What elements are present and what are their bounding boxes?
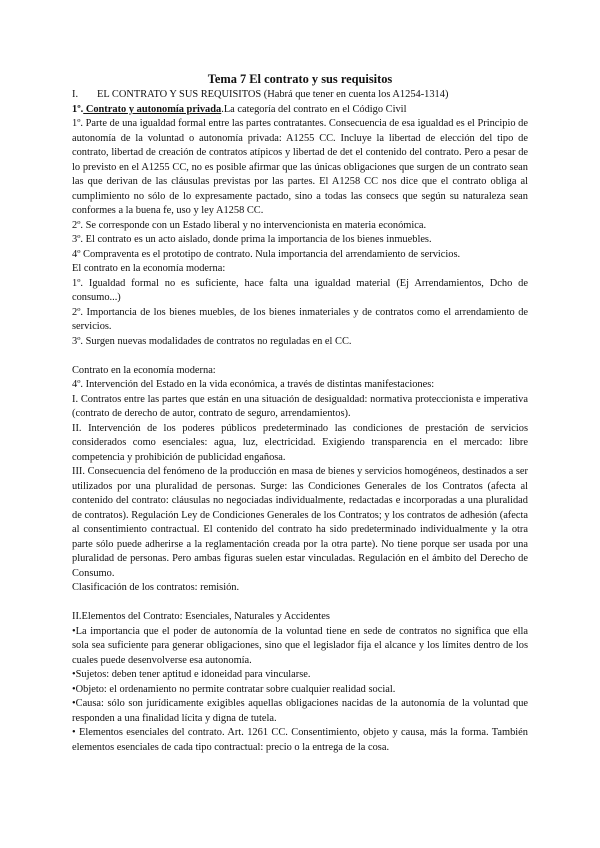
paragraph: I. Contratos entre las partes que están en una situación de desigualdad: normativa proteccionista e imperativa (contrato de derecho de autor, contrato de seguro, arrendamientos). — [72, 393, 528, 419]
section-heading-label: EL CONTRATO Y SUS REQUISITOS — [97, 89, 262, 100]
subheading — [72, 103, 528, 118]
paragraph: II. Intervención de los poderes públicos predeterminado las condiciones de prestación de servicios considerados como esenciales: agua, luz, electricidad. Exigiendo transparencia en el mercado: libre competencia y prohibición de publicidad engañosa. — [72, 422, 528, 463]
paragraph: •Objeto: el ordenamiento no permite contratar sobre cualquier realidad social. — [72, 683, 396, 695]
paragraph: •Causa: sólo son jurídicamente exigibles aquellas obligaciones nacidas de la autonomía de la voluntad que responden a una finalidad lícita y digna de tutela. — [72, 698, 528, 724]
paragraph: III. Consecuencia del fenómeno de la producción en masa de bienes y servicios homogéneos, destinados a ser utilizados por una pluralidad de personas. Surge: las Condiciones Generales de los Contratos (afecta al contenido del contrato: cláusulas no negociadas individualmente, redactadas e incorporadas a una pluralidad de contratos). Regulación Ley de Condiciones Generales de los Contratos; y los contratos de adhesión (afecta al consentimiento contractual. El contenido del contrato ha sido predeterminado individualmente y la otra parte sólo puede adherirse a la reglamentación creada por la otra parte). No tiene porque ser usada por una pluralidad de personas. Pero ambas figuras suelen estar vinculadas. Regulación en el ámbito del Derecho de Consumo. — [72, 466, 528, 579]
paragraph: • Elementos esenciales del contrato. Art. 1261 CC. Consentimiento, objeto y causa, más la forma. También elementos esenciales de cada tipo contractual: precio o la entrega de la cosa. — [72, 727, 528, 753]
section-numeral: I. — [72, 89, 79, 100]
section-heading-2: II.Elementos del Contrato: Esenciales, Naturales y Accidentes — [72, 611, 330, 622]
paragraph: 1º. Parte de una igualdad formal entre las partes contratantes. Consecuencia de esa igualdad es el Principio de autonomía de la voluntad o autonomía privada: A1255 CC. Incluye la libertad de elección del tipo de contrato, libertad de creación de contratos atípicos y libertad de det el contenido del contrato. Pero a pesar de lo previsto en el A1255 CC, no es posible afirmar que las únicas obligaciones que surgen de un contrato sean las que derivan de las cláusulas previstas por las partes. El A1258 CC nos dice que el contrato obliga al cumplimiento no sólo de lo expresamente pactado, sino a todas las consecs que según su naturaleza sean conformes a la buena fe, uso y ley A1258 CC. — [72, 118, 528, 216]
paragraph: 4º. Intervención del Estado en la vida económica, a través de distintas manifestaciones: — [72, 379, 435, 390]
paragraph: El contrato en la economía moderna: — [72, 263, 226, 274]
section-heading-note: (Habrá que tener en cuenta los A1254-1314) — [261, 89, 449, 100]
paragraph: 2º. Se corresponde con un Estado liberal y no intervencionista en materia económica. — [72, 219, 427, 231]
subheading-bold: Contrato y autonomía privada — [83, 103, 222, 115]
document-page — [72, 72, 528, 755]
paragraph: •La importancia que el poder de autonomía de la voluntad tiene en sede de contratos no significa que ella sola sea suficiente para generar obligaciones, sino que el legislador fija el alcance y los límites dentro de los cuales puede desenvolverse esa autonomía. — [72, 625, 528, 666]
paragraph: Contrato en la economía moderna: — [72, 364, 216, 376]
paragraph: Clasificación de los contratos: remisión. — [72, 582, 240, 593]
paragraph: 3º. El contrato es un acto aislado, donde prima la importancia de los bienes inmuebles. — [72, 234, 432, 245]
paragraph: •Sujetos: deben tener aptitud e idoneidad para vincularse. — [72, 669, 311, 680]
paragraph: 1º. Igualdad formal no es suficiente, hace falta una igualdad material (Ej Arrendamientos, Dcho de consumo...) — [72, 277, 528, 303]
paragraph: 4º Compraventa es el prototipo de contrato. Nula importancia del arrendamiento de servicios. — [72, 248, 461, 260]
section-heading-text — [89, 88, 528, 103]
paragraph: 3º. Surgen nuevas modalidades de contratos no reguladas en el CC. — [72, 335, 352, 347]
document-title: Tema 7 El contrato y sus requisitos — [207, 72, 393, 86]
section-heading — [72, 88, 528, 103]
spacer — [72, 349, 528, 364]
spacer — [72, 596, 528, 611]
subheading-rest: .La categoría del contrato en el Código Civil — [221, 103, 407, 115]
paragraph: 2º. Importancia de los bienes muebles, de los bienes inmateriales y de contratos como el arrendamiento de servicios. — [72, 306, 528, 332]
subheading-number: 1º. — [72, 103, 84, 115]
